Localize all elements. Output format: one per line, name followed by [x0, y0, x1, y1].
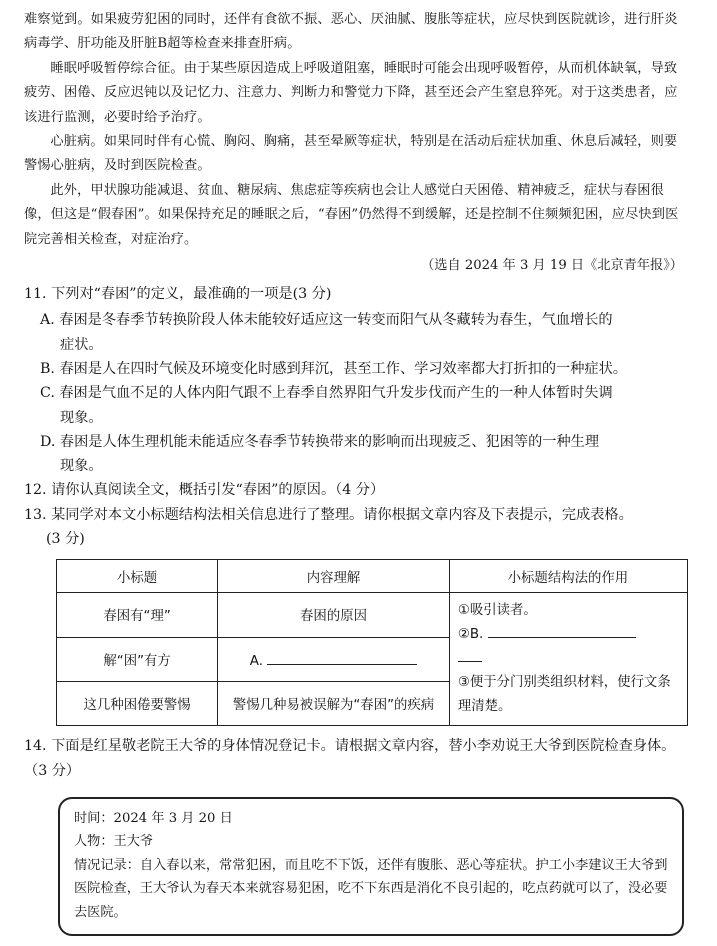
- passage-source: （选自 2024 年 3 月 19 日《北京青年报》）: [421, 258, 683, 274]
- table-cell-title: 解“困”有方: [57, 637, 218, 681]
- function-item-3: ③便于分门别类组织材料，使行文条理清楚。: [457, 675, 671, 715]
- table-header: 内容理解: [218, 560, 450, 593]
- passage-paragraph: 此外，甲状腺功能减退、贫血、糖尿病、焦虑症等疾病也会让人感觉白天困倦、精神疲乏，症状与春困很像，但这是“假春困”。如果保持充足的睡眠之后，“春困”仍然得不到缓解，还是控制不住频频犯困，应尽快到医院完善相关检查，对症治疗。: [24, 182, 679, 247]
- answer-blank-b[interactable]: [488, 623, 636, 638]
- table-cell-function: [449, 593, 687, 726]
- passage-paragraph: 睡眠呼吸暂停综合征。由于某些原因造成上呼吸道阻塞，睡眠时可能会出现呼吸暂停，从而机体缺氧，导致疲劳、困倦、反应迟钝以及记忆力、注意力、判断力和警觉力下降，甚至还会产生窒息猝死。对于这类患者，应该进行监测，必要时给予治疗。: [24, 60, 678, 125]
- q11-option-a[interactable]: [24, 308, 689, 357]
- card-person: 人物：王大爷: [74, 834, 154, 850]
- table-cell-content: A.: [218, 637, 450, 681]
- option-text: C. 春困是气血不足的人体内阳气跟不上春季自然界阳气升发步伐而产生的一种人体暂时失调: [40, 385, 613, 402]
- table-cell-content: 春困的原因: [218, 593, 450, 637]
- card-time: 时间：2024 年 3 月 20 日: [74, 810, 233, 826]
- registration-card: [58, 797, 684, 937]
- option-text: B. 春困是人在四时气候及环境变化时感到拜沉，甚至工作、学习效率都大打折扣的一种症状。: [40, 360, 627, 377]
- option-text-cont: 现象。: [60, 458, 103, 475]
- passage-paragraph: 心脏病。如果同时伴有心慌、胸闷、胸痛，甚至晕厥等症状，特别是在活动后症状加重、休息后减轻，则要警惕心脏病，及时到医院检查。: [24, 134, 678, 174]
- question-14-stem: 14. 下面是红星敬老院王大爷的身体情况登记卡。请根据文章内容，替小李劝说王大爷到医院检查身体。（3 分）: [24, 738, 676, 779]
- question-11-stem: 11. 下列对“春困”的定义，最准确的一项是(3 分): [24, 286, 332, 303]
- table-cell-title: 春困有“理”: [57, 593, 218, 637]
- structure-table: [56, 559, 688, 726]
- q11-option-b[interactable]: [24, 357, 689, 381]
- question-12-stem: 12. 请你认真阅读全文，概括引发“春困”的原因。（4 分）: [24, 482, 385, 499]
- option-text: A. 春困是冬春季节转换阶段人体未能较好适应这一转变而阳气从冬藏转为春生，气血增长的: [40, 312, 613, 329]
- table-cell-content: 警惕几种易被误解为“春困”的疾病: [218, 681, 450, 725]
- table-header: 小标题结构法的作用: [449, 560, 687, 593]
- q11-option-d[interactable]: [24, 430, 689, 479]
- option-text-cont: 症状。: [60, 336, 103, 353]
- option-text: D. 春困是人体生理机能未能适应冬春季节转换带来的影响而出现疲乏、犯困等的一种生理: [40, 433, 600, 450]
- answer-blank-b-cont[interactable]: [458, 647, 679, 671]
- question-13-score: (3 分): [46, 531, 85, 548]
- option-text-cont: 现象。: [60, 409, 103, 426]
- card-record: 情况记录：自入春以来，常常犯困，而且吃不下饭，还伴有腹胀、恶心等症状。护工小李建议王大爷到医院检查，王大爷认为春天本来就容易犯困，吃不下东西是消化不良引起的，吃点药就可以了，没必要去医院。: [74, 857, 668, 920]
- q11-option-c[interactable]: [24, 381, 689, 430]
- table-row: [57, 593, 688, 637]
- function-item-1: ①吸引读者。: [457, 603, 537, 619]
- table-header: 小标题: [57, 560, 218, 593]
- function-item-2: ②B.: [458, 623, 679, 647]
- passage-paragraph: 难察觉到。如果疲劳犯困的同时，还伴有食欲不振、恶心、厌油腻、腹胀等症状，应尽快到医院就诊，进行肝炎病毒学、肝功能及肝脏B超等检查来排查肝病。: [24, 12, 678, 52]
- answer-blank-a[interactable]: [267, 650, 417, 665]
- question-13-stem: 13. 某同学对本文小标题结构法相关信息进行了整理。请你根据文章内容及下表提示，完成表格。: [24, 506, 633, 523]
- table-cell-title: 这几种困倦要警惕: [57, 681, 218, 725]
